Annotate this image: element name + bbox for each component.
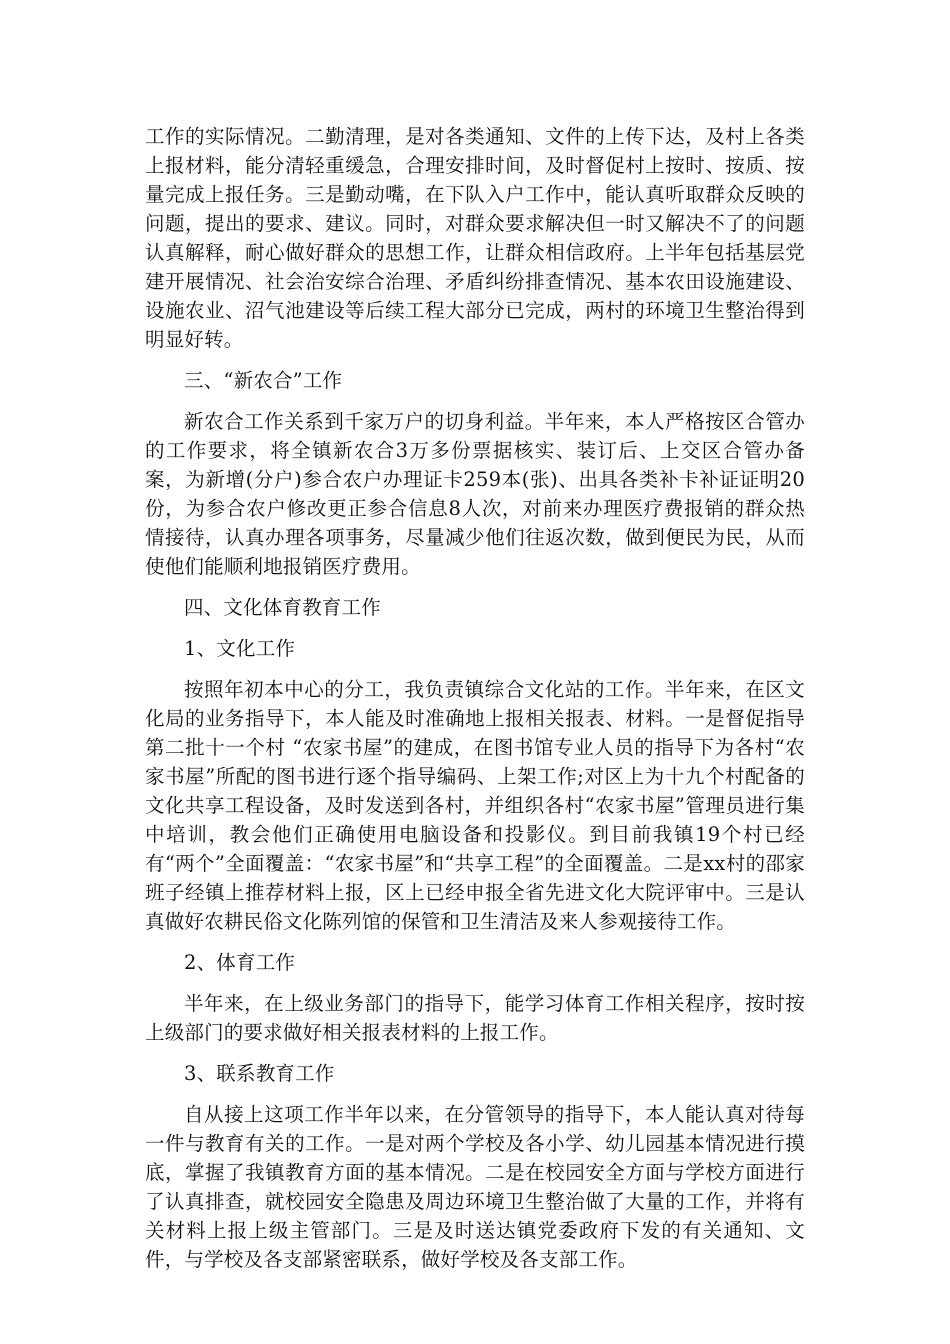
paragraph-education-work: 自从接上这项工作半年以来，在分管领导的指导下，本人能认真对待每一件与教育有关的工作。一是对两个学校及各小学、幼儿园基本情况进行摸底，掌握了我镇教育方面的基本情况。二是在校园安全方面与学校方面进行了认真排查，就校园安全隐患及周边环境卫生整治做了大量的工作，并将有关材料上报上级主管部门。三是及时送达镇党委政府下发的有关通知、文件，与学校及各支部紧密联系，做好学校及各支部工作。: [145, 1103, 805, 1271]
paragraph-new-rural-coop: 新农合工作关系到千家万户的切身利益。半年来，本人严格按区合管办的工作要求，将全镇新农合3万多份票据核实、装订后、上交区合管办备案，为新增(分户)参合农户办理证卡259本(张)、出具各类补卡补证证明20份，为参合农户修改更正参合信息8人次，对前来办理医疗费报销的群众热情接待，认真办理各项事务，尽量减少他们往返次数，做到便民为民，从而使他们能顺利地报销医疗费用。: [145, 410, 805, 578]
paragraph-sports-work: 半年来，在上级业务部门的指导下，能学习体育工作相关程序，按时按上级部门的要求做好相关报表材料的上报工作。: [145, 992, 805, 1044]
document-page: [145, 122, 805, 1274]
heading-culture-sports-education: 四、文化体育教育工作: [184, 596, 382, 619]
heading-sports-work: 2、体育工作: [184, 951, 296, 974]
paragraph-work-situation: 工作的实际情况。二勤清理，是对各类通知、文件的上传下达，及村上各类上报材料，能分清轻重缓急，合理安排时间，及时督促村上按时、按质、按量完成上报任务。三是勤动嘴，在下队入户工作中，能认真听取群众反映的问题，提出的要求、建议。同时，对群众要求解决但一时又解决不了的问题认真解释，耐心做好群众的思想工作，让群众相信政府。上半年包括基层党建开展情况、社会治安综合治理、矛盾纠纷排查情况、基本农田设施建设、设施农业、沼气池建设等后续工程大部分已完成，两村的环境卫生整治得到明显好转。: [145, 125, 805, 351]
heading-culture-work: 1、文化工作: [184, 637, 296, 660]
heading-new-rural-coop: 三、“新农合”工作: [184, 369, 343, 392]
heading-education-work: 3、联系教育工作: [184, 1062, 335, 1085]
paragraph-culture-work: 按照年初本中心的分工，我负责镇综合文化站的工作。半年来，在区文化局的业务指导下，本人能及时准确地上报相关报表、材料。一是督促指导第二批十一个村 “农家书屋”的建成，在图书馆专业人员的指导下为各村“农家书屋”所配的图书进行逐个指导编码、上架工作;对区上为十九个村配备的文化共享工程设备，及时发送到各村，并组织各村“农家书屋”管理员进行集中培训，教会他们正确使用电脑设备和投影仪。到目前我镇19个村已经有“两个”全面覆盖：“农家书屋”和“共享工程”的全面覆盖。二是xx村的邵家班子经镇上推荐材料上报，区上已经申报全省先进文化大院评审中。三是认真做好农耕民俗文化陈列馆的保管和卫生清洁及来人参观接待工作。: [145, 678, 805, 933]
